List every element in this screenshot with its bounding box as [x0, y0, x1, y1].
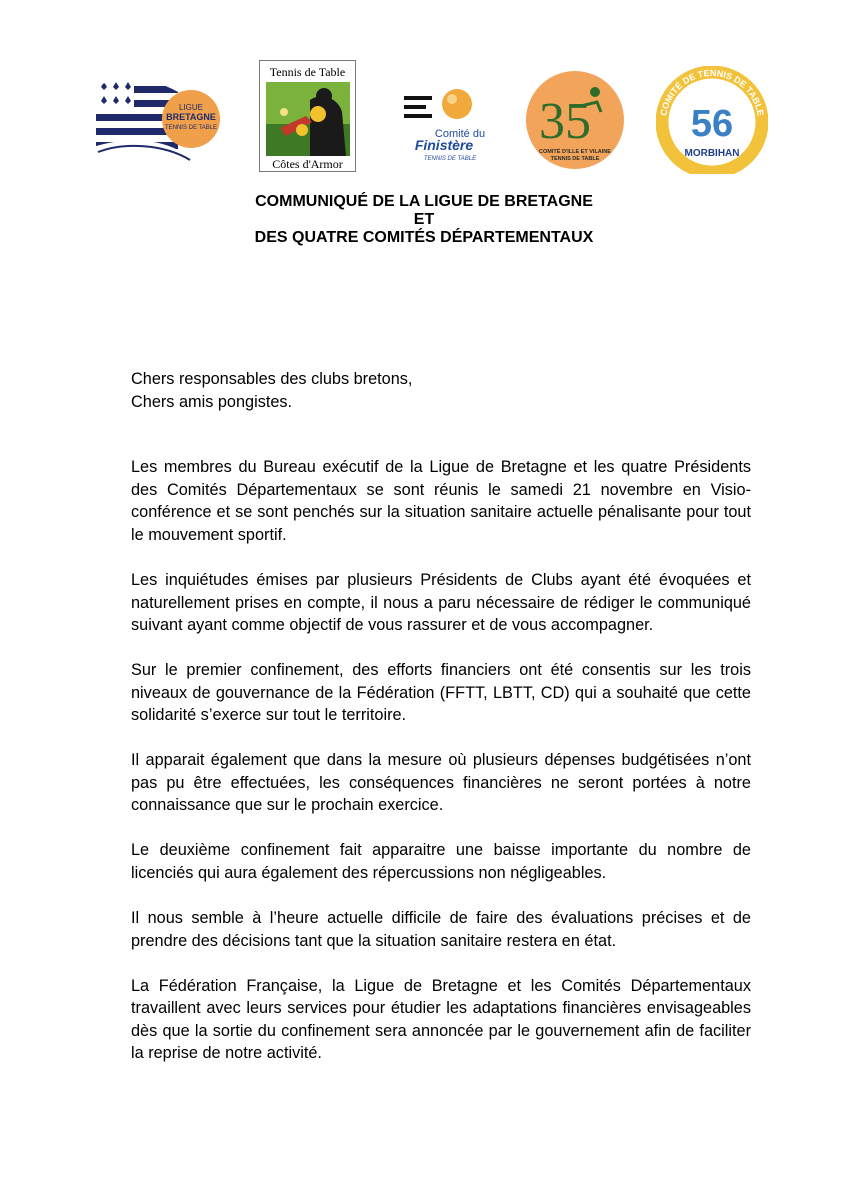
communique-heading [0, 193, 848, 247]
morbihan-name: MORBIHAN [684, 148, 740, 159]
ille-vilaine-number: 35 [539, 93, 591, 150]
morbihan-number: 56 [690, 103, 734, 145]
bretagne-logo-line1: LIGUE [178, 103, 204, 112]
paragraph-2: Les inquiétudes émises par plusieurs Présidents de Clubs ayant été évoquées et naturellement prises en compte, il nous a paru nécessaire de rédiger le communiqué suivant ayant comme objectif de vous rassurer et de vous accompagner. [131, 570, 751, 635]
heading-line-3: DES QUATRE COMITÉS DÉPARTEMENTAUX [254, 229, 594, 246]
ille-vilaine-35-icon [525, 70, 625, 170]
cotes-armor-bottom-text: Côtes d'Armor [272, 157, 343, 171]
breton-flag-icon [94, 72, 220, 162]
finistere-logo [398, 86, 494, 166]
heading-line-2: ET [413, 211, 435, 228]
table-tennis-player-icon [266, 82, 350, 156]
finistere-line3: TENNIS DE TABLE [423, 156, 477, 162]
cotes-armor-top-text: Tennis de Table [269, 65, 346, 79]
ille-vilaine-logo [525, 70, 625, 170]
finistere-ball-icon [398, 86, 494, 166]
finistere-line2: Finistère [414, 137, 474, 153]
paragraph-4: Il apparait également que dans la mesure où plusieurs dépenses budgétisées n’ont pas pu être effectuées, les conséquences financières ne seront portées à notre connaissance que sur le prochain exercice. [131, 751, 751, 815]
morbihan-56-icon [656, 66, 768, 174]
greeting-line-2: Chers amis pongistes. [131, 392, 293, 411]
paragraph-6: Il nous semble à l’heure actuelle difficile de faire des évaluations précises et de prendre des décisions tant que la situation sanitaire restera en état. [131, 909, 751, 950]
paragraph-5: Le deuxième confinement fait apparaitre une baisse importante du nombre de licenciés qui aura également des répercussions non négligeables. [131, 841, 751, 883]
ille-vilaine-line1: COMITÉ D'ILLE ET VILAINE [539, 149, 611, 155]
ligue-bretagne-logo [94, 72, 220, 162]
ille-vilaine-line2: TENNIS DE TABLE [550, 156, 600, 162]
greeting [131, 368, 751, 413]
bretagne-logo-line2: BRETAGNE [166, 112, 216, 122]
logos-header [0, 0, 848, 185]
letter-body [131, 368, 751, 1087]
heading-line-1: COMMUNIQUÉ DE LA LIGUE DE BRETAGNE [255, 193, 593, 210]
finistere-line1: Comité du [434, 128, 486, 140]
paragraph-1: Les membres du Bureau exécutif de la Ligue de Bretagne et les quatre Présidents des Comités Départementaux se sont réunis le samedi 21 novembre en Visio-conférence et se sont penchés sur la situation sanitaire actuelle pénalisante pour tout le mouvement sportif. [131, 458, 751, 544]
morbihan-arc-textpath: COMITÉ DE TENNIS DE TABLE [658, 67, 766, 117]
cotes-armor-logo [259, 60, 356, 172]
greeting-line-1: Chers responsables des clubs bretons, [131, 370, 413, 388]
paragraph-3: Sur le premier confinement, des efforts financiers ont été consentis sur les trois niveaux de gouvernance de la Fédération (FFTT, LBTT, CD) qui a souhaité que cette solidarité s’exerce sur tout le territoire. [131, 661, 751, 725]
paragraph-7: La Fédération Française, la Ligue de Bretagne et les Comités Départementaux travaillent avec leurs services pour étudier les adaptations financières envisageables dès que la sortie du confinement sera annoncée par le gouvernement afin de faciliter la reprise de notre activité. [131, 976, 751, 1063]
bretagne-logo-line3: TENNIS DE TABLE [164, 125, 218, 131]
morbihan-logo [656, 66, 768, 174]
